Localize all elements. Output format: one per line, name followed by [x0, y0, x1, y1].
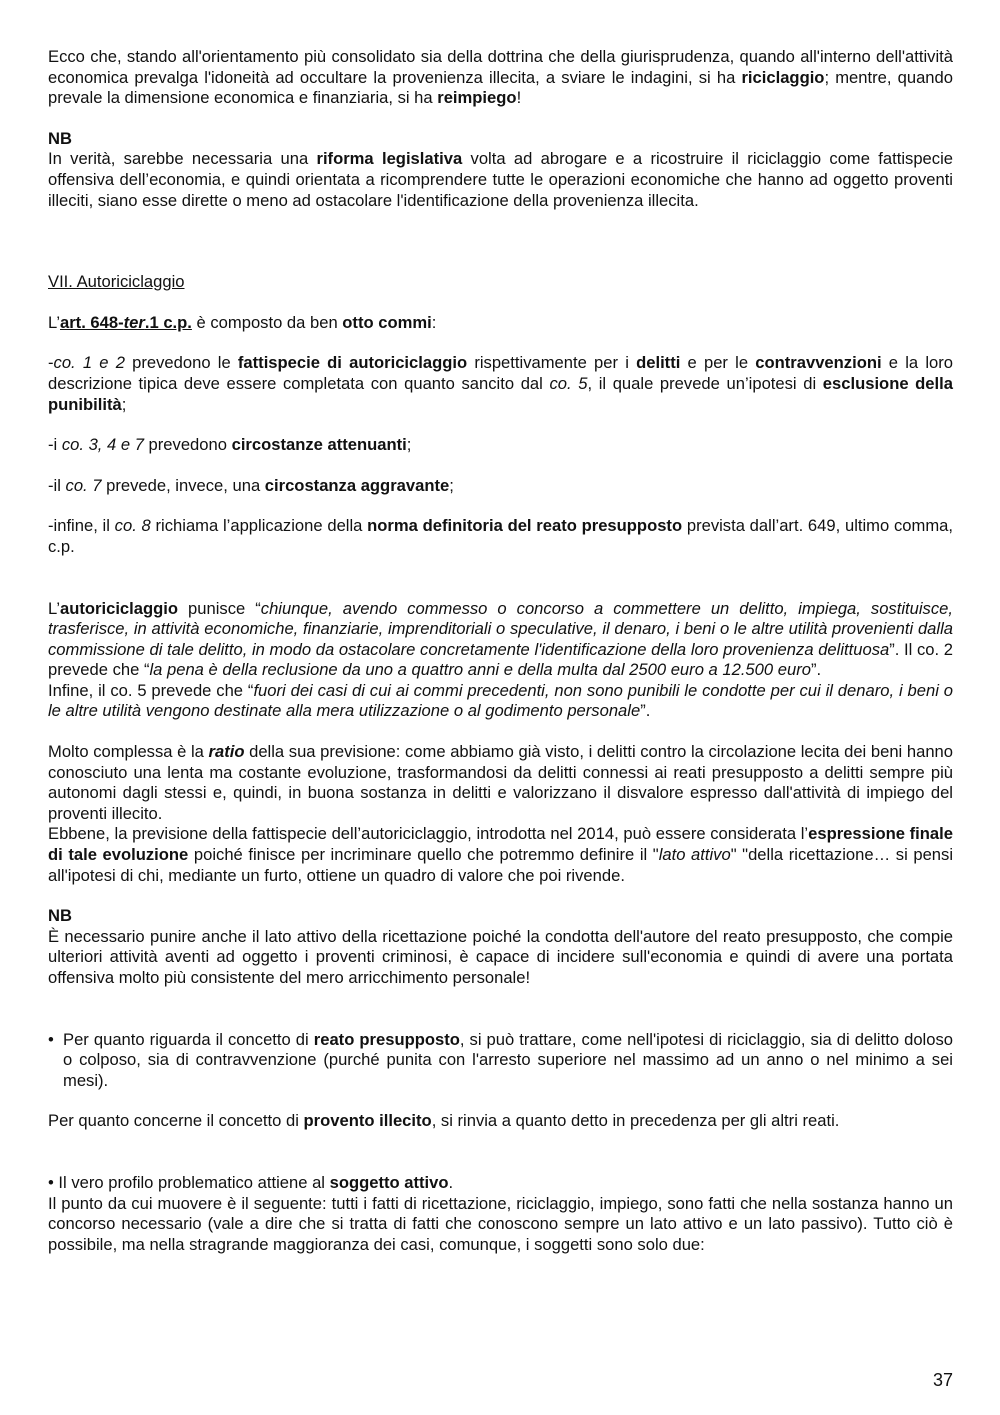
text: L’ [48, 312, 60, 332]
nb-label [48, 906, 953, 927]
text: L’ [48, 598, 60, 618]
text: ; [406, 435, 412, 455]
italic-text: ter [123, 312, 145, 332]
text: -il [48, 475, 66, 495]
italic-quote: chiunque, avendo commesso o concorso a commettere un delitto, impiega, sostituisce, trasferisce, in attività economiche, finanziarie, imprenditoriali o speculative, il denaro, i beni o le altre utilità provenienti dalla commissione di tale delitto, in modo da ostacolare concretamente l'identificazione della loro provenienza delittuosa [48, 598, 953, 659]
paragraph-art-648 [48, 313, 953, 334]
text: richiama l’applicazione della [150, 516, 368, 536]
paragraph-autoriciclaggio-punisce [48, 599, 953, 681]
nb-paragraph-riforma [48, 149, 953, 211]
text: ; mentre, quando prevale la dimensione economica e finanziaria, si ha [48, 67, 953, 108]
nb-label-text: NB [48, 906, 72, 926]
text: poiché finisce per incriminare quello che potremmo definire il " [188, 845, 659, 865]
text: - [48, 353, 54, 373]
text: art. 648- [60, 312, 124, 332]
text: prevista dall’art. 649, ultimo comma, c.p. [48, 516, 953, 556]
text: e la loro descrizione tipica deve essere completata con quanto sancito dal [48, 353, 953, 393]
text: , il quale prevede un’ipotesi di [587, 373, 823, 393]
paragraph-ratio [48, 742, 953, 824]
bold-text: otto commi [342, 312, 432, 332]
bullet-icon: • [48, 1029, 54, 1049]
text: In verità, sarebbe necessaria una [48, 149, 317, 169]
bold-text: reimpiego [437, 88, 517, 108]
text: ; [449, 475, 454, 495]
bold-text: norma definitoria del reato presupposto [367, 516, 683, 536]
bold-text: soggetto attivo [329, 1172, 449, 1192]
text: , si può trattare, come nell'ipotesi di riciclaggio, sia di delitto doloso o colposo, sia di contravvenzione (purché punita con l'arresto superiore nel massimo ad un anno o nel minimo a sei mesi). [63, 1029, 953, 1090]
bold-text: reato presupposto [313, 1029, 460, 1049]
text: ! [516, 88, 522, 108]
text: punisce “ [178, 598, 261, 618]
list-item-commi-3-4-7 [48, 435, 953, 456]
article-reference [60, 313, 192, 332]
bold-text: autoriciclaggio [60, 598, 179, 618]
bullet-item-soggetto-attivo [48, 1173, 953, 1194]
text: della sua previsione: come abbiamo già visto, i delitti contro la circolazione lecita dei beni hanno conosciuto una lenta ma costante evoluzione, trasformandosi da delitti connessi ai reati presupposto a delitti sempre più autonomi dagli stessi e, quindi, in buona sostanza in delitti e valorizzano il disvalore espresso dall'attività di impiego del proventi illecito. [48, 742, 953, 823]
text: prevedono le [124, 353, 238, 373]
text: ”. [640, 701, 651, 721]
italic-text: co. 8 [114, 516, 151, 536]
bold-text: circostanze attenuanti [231, 435, 407, 455]
bullet-item-reato-presupposto [48, 1030, 953, 1092]
paragraph-provento-illecito [48, 1111, 953, 1132]
text: .1 c.p. [144, 312, 192, 332]
text: Molto complessa è la [48, 742, 209, 762]
text: Per quanto riguarda il concetto di [63, 1029, 314, 1049]
nb-label [48, 129, 953, 150]
bullet-icon: • [48, 1172, 54, 1192]
text: Ecco che, stando all'orientamento più consolidato sia della dottrina che della giurisprudenza, quando all'interno dell'attività economica prevalga l'idoneità ad occultare la provenienza illecita, a sviare le indagini, si ha [48, 47, 953, 87]
section-title-text: VII. Autoriciclaggio [48, 272, 185, 292]
bold-text: provento illecito [303, 1111, 432, 1131]
bold-text: contravvenzioni [755, 353, 882, 373]
text: prevede, invece, una [101, 475, 265, 495]
italic-text: co. 1 e 2 [53, 353, 125, 373]
bold-text: esclusione della punibilità [48, 373, 953, 414]
nb-paragraph-lato-attivo: È necessario punire anche il lato attivo della ricettazione poiché la condotta dell'autore del reato presupposto, che compie ulteriori attività aventi ad oggetto i proventi criminosi, è capace di incidere sull'economia e quindi di avere una portata offensiva molto più consistente del mero arricchimento personale! [48, 926, 953, 987]
paragraph-riciclaggio-reimpiego [48, 47, 953, 109]
bold-text: fattispecie di autoriciclaggio [237, 353, 468, 373]
italic-text: lato attivo [658, 845, 731, 865]
italic-quote: la pena è della reclusione da uno a quattro anni e della multa dal 2500 euro a 12.500 euro [149, 660, 811, 680]
text: rispettivamente per i [467, 353, 637, 373]
bullet-text [63, 1030, 953, 1092]
paragraph-comma-5 [48, 681, 953, 722]
text: e per le [680, 353, 756, 373]
section-title [48, 272, 953, 293]
bold-text: riforma legislativa [316, 149, 463, 169]
paragraph-punto-da-cui-muovere: Il punto da cui muovere è il seguente: tutti i fatti di ricettazione, riciclaggio, impiego, sono fatti che nella sostanza hanno un concorso necessario (vale a dire che si tratta di fatti che conoscono sempre un lato attivo e un lato passivo). Tutto ciò è possibile, ma nella stragrande maggioranza dei casi, comunque, i soggetti sono solo due: [48, 1193, 953, 1254]
bold-text: riciclaggio [741, 67, 825, 87]
bold-text: circostanza aggravante [264, 475, 450, 495]
text: -i [48, 435, 62, 455]
bold-italic-text: ratio [208, 742, 245, 762]
text: Per quanto concerne il concetto di [48, 1111, 304, 1131]
page-number: 37 [932, 1370, 953, 1390]
paragraph-ebbene [48, 824, 953, 886]
text: ”. [810, 660, 822, 680]
text: Infine, il co. 5 prevede che “ [48, 680, 254, 700]
text: Ebbene, la previsione della fattispecie dell’autoriciclaggio, introdotta nel 2014, può essere considerata l’ [48, 824, 809, 844]
text: ; [121, 394, 127, 414]
text: . [448, 1172, 454, 1192]
text: ”. Il co. 2 prevede che “ [48, 639, 953, 680]
text: , si rinvia a quanto detto in precedenza per gli altri reati. [431, 1111, 840, 1131]
text: è composto da ben [191, 312, 343, 332]
text: prevedono [143, 435, 232, 455]
bold-text: espressione finale di tale evoluzione [48, 824, 953, 865]
text: volta ad abrogare e a ricostruire il riciclaggio come fattispecie offensiva dell’economia, e quindi orientata a ricomprendere tutte le operazioni economiche che hanno ad oggetto proventi illeciti, siano esse dirette o meno ad ostacolare l'identificazione della provenienza illecita. [48, 149, 953, 210]
list-item-commi-1-2 [48, 353, 953, 415]
italic-text: co. 3, 4 e 7 [61, 435, 144, 455]
text: " "della ricettazione… si pensi all'ipotesi di chi, mediante un furto, ottiene un quadro di valore che poi rivende. [48, 845, 954, 885]
list-item-comma-7 [48, 476, 953, 497]
document-page [48, 47, 953, 1255]
text: Il vero profilo problematico attiene al [53, 1172, 330, 1192]
list-item-comma-8 [48, 516, 953, 557]
italic-text: co. 5 [549, 373, 588, 393]
italic-quote: fuori dei casi di cui ai commi precedenti, non sono punibili le condotte per cui il denaro, i beni o le altre utilità vengono destinate alla mera utilizzazione o al godimento personale [48, 680, 953, 721]
nb-label-text: NB [48, 128, 72, 148]
text: : [431, 312, 437, 332]
italic-text: co. 7 [65, 475, 102, 495]
bold-text: delitti [636, 353, 681, 373]
text: -infine, il [48, 516, 115, 536]
